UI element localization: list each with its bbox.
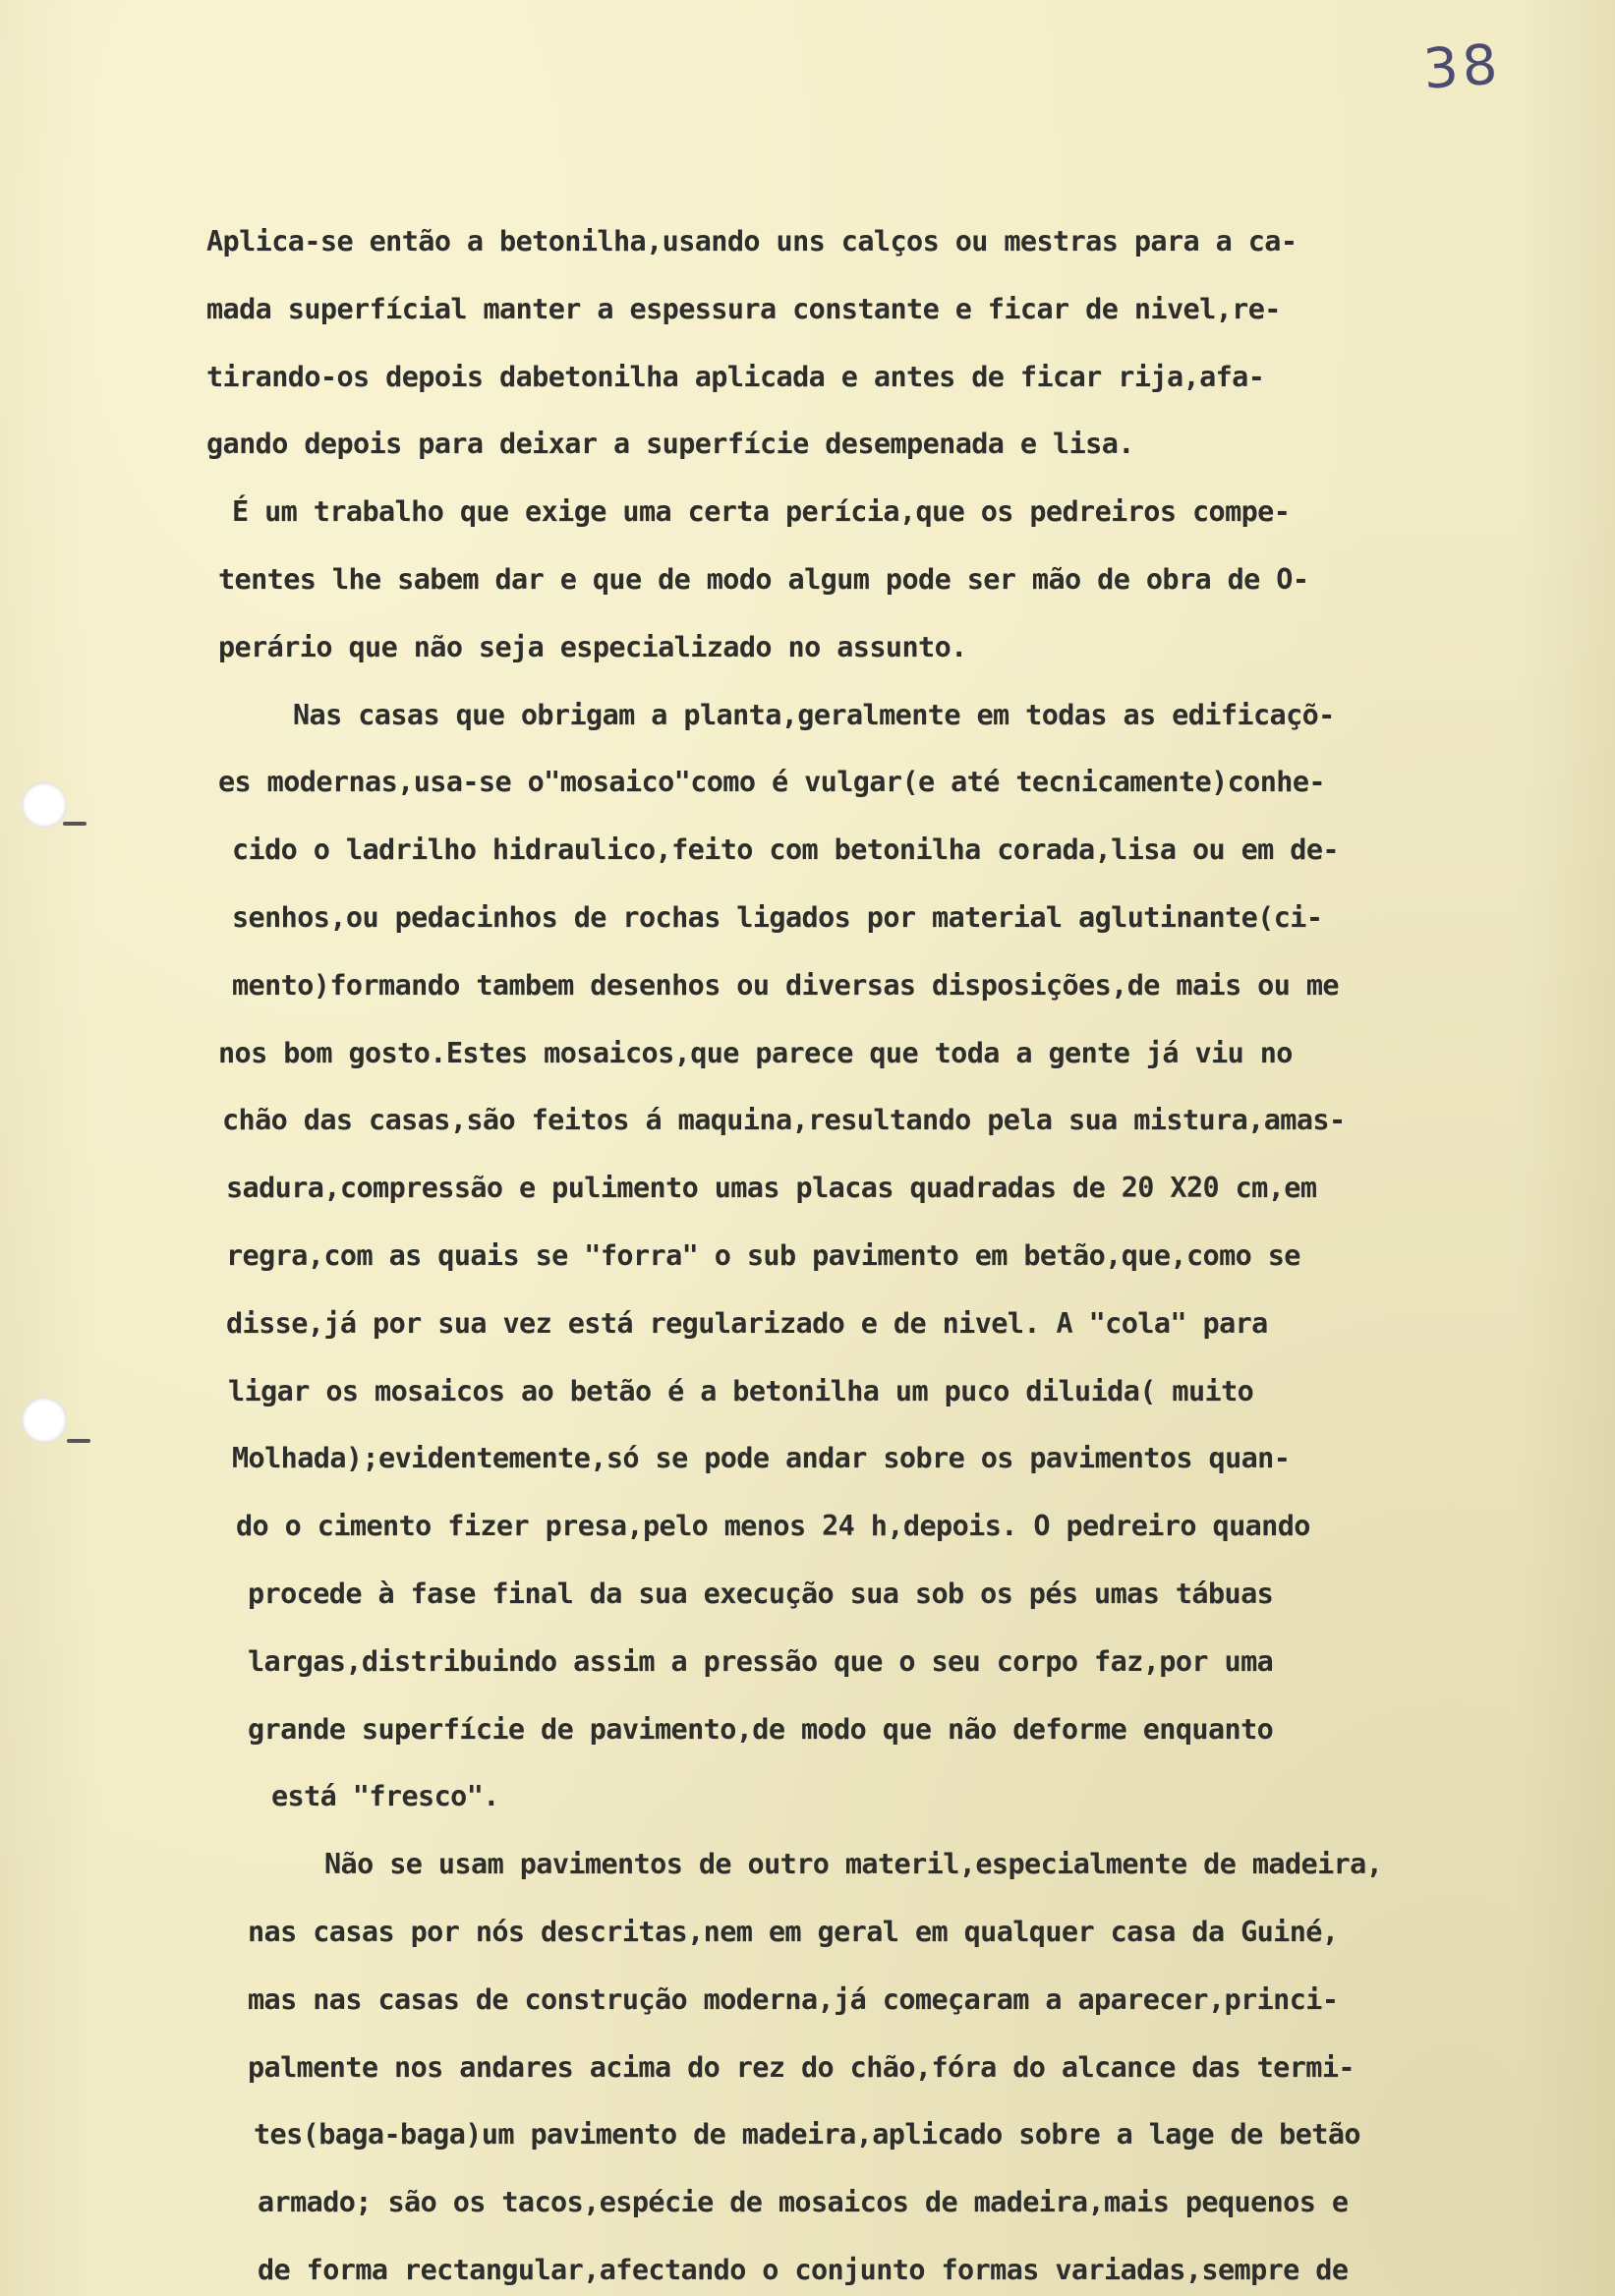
- text-line: Aplica-se então a betonilha,usando uns calços ou mestras para a ca-: [206, 225, 1298, 258]
- text-line: disse,já por sua vez está regularizado e de nivel. A "cola" para: [226, 1306, 1268, 1340]
- text-line: ligar os mosaicos ao betão é a betonilha um puco diluida( muito: [228, 1374, 1254, 1407]
- text-line: grande superfície de pavimento,de modo que não deforme enquanto: [248, 1712, 1274, 1746]
- text-line: senhos,ou pedacinhos de rochas ligados por material aglutinante(ci-: [232, 900, 1323, 934]
- margin-mark: [67, 1439, 90, 1443]
- text-line: de forma rectangular,afectando o conjunto formas variadas,sempre de: [258, 2253, 1349, 2286]
- text-line: nos bom gosto.Estes mosaicos,que parece que toda a gente já viu no: [218, 1036, 1293, 1069]
- text-line: Molhada);evidentemente,só se pode andar sobre os pavimentos quan-: [232, 1442, 1291, 1475]
- text-line: mento)formando tambem desenhos ou diversas disposições,de mais ou me: [232, 968, 1339, 1002]
- text-line: es modernas,usa-se o"mosaico"como é vulgar(e até tecnicamente)conhe-: [218, 766, 1325, 799]
- text-line: perário que não seja especializado no assunto.: [218, 630, 967, 663]
- page-number: 38: [1420, 32, 1504, 102]
- typed-text-body: [206, 208, 1583, 2296]
- text-line: gando depois para deixar a superfície desempenada e lisa.: [206, 428, 1134, 461]
- text-line: tirando-os depois dabetonilha aplicada e antes de ficar rija,afa-: [206, 360, 1265, 393]
- text-line: está "fresco".: [271, 1780, 499, 1813]
- text-line: armado; são os tacos,espécie de mosaicos de madeira,mais pequenos e: [258, 2186, 1349, 2219]
- text-line: mas nas casas de construção moderna,já começaram a aparecer,princi-: [248, 1982, 1339, 2016]
- text-line: mada superfícial manter a espessura constante e ficar de nivel,re-: [206, 292, 1281, 325]
- punch-hole: [22, 782, 67, 828]
- text-line: Não se usam pavimentos de outro materil,especialmente de madeira,: [324, 1848, 1383, 1881]
- text-line: tes(baga-baga)um pavimento de madeira,aplicado sobre a lage de betão: [254, 2118, 1360, 2152]
- text-line: do o cimento fizer presa,pelo menos 24 h,depois. O pedreiro quando: [236, 1510, 1310, 1543]
- text-line: sadura,compressão e pulimento umas placas quadradas de 20 X20 cm,em: [226, 1172, 1317, 1205]
- text-line: procede à fase final da sua execução sua sob os pés umas tábuas: [248, 1577, 1274, 1610]
- text-line: regra,com as quais se "forra" o sub pavimento em betão,que,como se: [226, 1238, 1300, 1272]
- margin-mark: [63, 822, 87, 826]
- text-line: cido o ladrilho hidraulico,feito com betonilha corada,lisa ou em de-: [232, 833, 1339, 867]
- text-line: largas,distribuindo assim a pressão que o seu corpo faz,por uma: [248, 1644, 1274, 1678]
- text-line: palmente nos andares acima do rez do chão,fóra do alcance das termi-: [248, 2050, 1355, 2084]
- text-line: tentes lhe sabem dar e que de modo algum pode ser mão de obra de O-: [218, 562, 1309, 596]
- punch-hole: [22, 1398, 67, 1443]
- text-line: chão das casas,são feitos á maquina,resultando pela sua mistura,amas-: [222, 1104, 1346, 1137]
- text-line: É um trabalho que exige uma certa perícia,que os pedreiros compe-: [232, 495, 1291, 529]
- text-line: Nas casas que obrigam a planta,geralmente em todas as edificaçõ-: [293, 698, 1335, 731]
- text-line: nas casas por nós descritas,nem em geral em qualquer casa da Guiné,: [248, 1915, 1339, 1948]
